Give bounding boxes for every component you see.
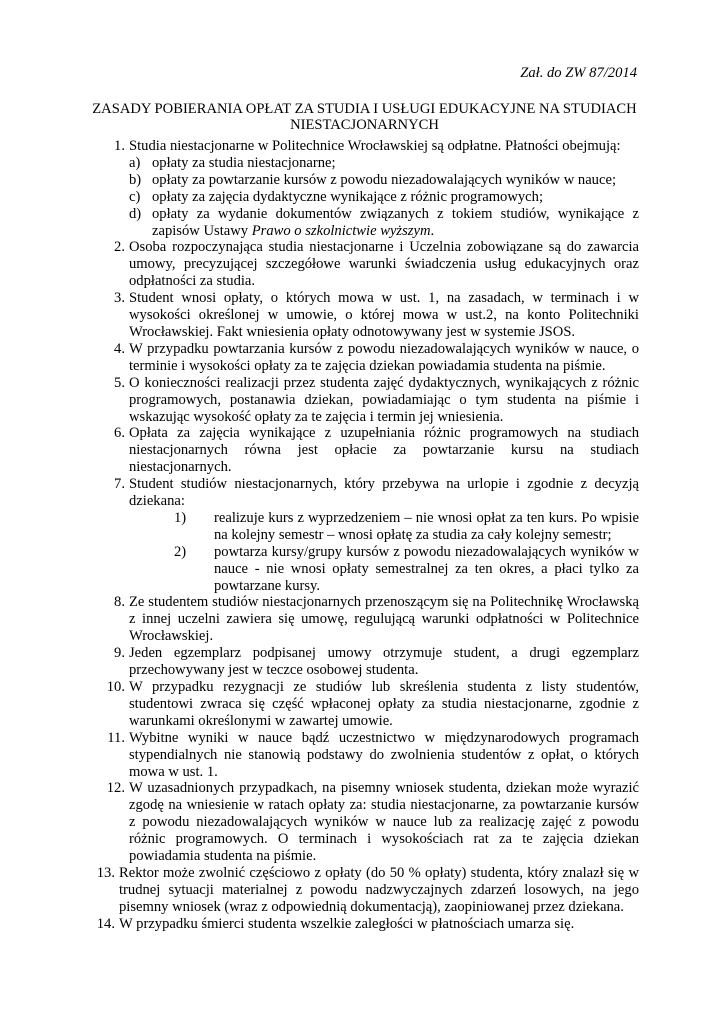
item-text: Rektor może zwolnić częściowo z opłaty (do 50 % opłaty) studenta, który znalazł się w trudnej sytuacji materialnej z powodu nadzwyczajnych zdarzeń losowych, na jego pisemny wniosek (wraz z odpowiednią dokumentacją), zaopiniowanej przez dziekana. (119, 864, 639, 915)
item-text: Opłata za zajęcia wynikające z uzupełniania różnic programowych na studiach niestacjonarnych równa jest opłacie za powtarzanie kursu na studiach niestacjonarnych. (129, 425, 639, 476)
sub-italic-text: Prawo o szkolnictwie wyższym (251, 222, 431, 239)
sub-label: c) (129, 188, 141, 205)
payment-sublist (129, 155, 639, 240)
document-title: ZASADY POBIERANIA OPŁAT ZA STUDIA I USŁUGI EDUKACYJNE NA STUDIACH NIESTACJONARNYCH (92, 101, 637, 133)
item-text: W przypadku śmierci studenta wszelkie zaległości w płatnościach umarza się. (119, 915, 575, 932)
list-item (114, 138, 639, 239)
list-item (114, 290, 639, 341)
item-number: 9. (114, 645, 125, 662)
list-item (114, 594, 639, 645)
sublist-item (129, 206, 639, 240)
sub-label: a) (129, 154, 141, 171)
item-number: 10. (106, 679, 125, 695)
leave-sublist (129, 510, 639, 595)
item-text: Student wnosi opłaty, o których mowa w ust. 1, na zasadach, w terminach i w wysokości określonej w umowie, o której mowa w ust.2, na konto Politechniki Wrocławskiej. Fakt wniesienia opłaty odnotowywany jest w systemie JSOS. (129, 290, 639, 340)
list-item (107, 729, 639, 781)
sublist-item (129, 172, 639, 189)
item-text: O konieczności realizacji przez studenta zajęć dydaktycznych, wynikających z różnic programowych, postanawia dziekan, powiadamiając o tym studenta na piśmie i wskazując wysokość opłaty za te zajęcia i termin jej wniesienia. (129, 374, 639, 425)
item-number: 12. (106, 780, 125, 797)
nested-item (129, 544, 639, 595)
item-text: Osoba rozpoczynająca studia niestacjonarne i Uczelnia zobowiązane są do zawarcia umowy, precyzującej szczegółowe warunki świadczenia usług edukacyjnych oraz odpłatności za studia. (129, 239, 639, 290)
rules-list (96, 138, 639, 933)
nested-text: powtarza kursy/grupy kursów z powodu niezadowalających wyników w nauce - nie wnosi opłaty semestralnej za ten okres, a płaci tylko za powtarzane kursy. (214, 543, 639, 594)
item-text: Wybitne wyniki w nauce bądź uczestnictwo w międzynarodowych programach stypendialnych nie stanowią podstawy do zwolnienia studentów z opłat, o których mowa w ust. 1. (129, 729, 639, 780)
list-item (114, 425, 639, 476)
item-text: Ze studentem studiów niestacjonarnych przenoszącym się na Politechnikę Wrocławską z innej uczelni zawiera się umowę, regulującą warunki odpłatności w Politechnice Wrocławskiej. (129, 594, 639, 645)
sub-text: opłaty za studia niestacjonarne; (152, 154, 336, 171)
list-item (96, 864, 639, 916)
item-number: 2. (114, 239, 125, 256)
item-number: 14. (96, 915, 115, 932)
attachment-reference: Zał. do ZW 87/2014 (520, 65, 637, 81)
sub-label: b) (129, 171, 142, 188)
item-text: Studia niestacjonarne w Politechnice Wrocławskiej są odpłatne. Płatności obejmują: (129, 138, 621, 154)
item-number: 3. (114, 290, 125, 307)
sublist-item (129, 189, 639, 206)
nested-label: 1) (174, 509, 187, 526)
item-number: 8. (114, 594, 125, 611)
nested-label: 2) (174, 543, 187, 560)
sublist-item (129, 155, 639, 172)
item-number: 7. (114, 476, 125, 493)
nested-text: realizuje kurs z wyprzedzeniem – nie wnosi opłat za ten kurs. Po wpisie na kolejny semestr – wnosi opłatę za studia za cały kolejny semestr; (214, 509, 639, 543)
nested-item (129, 510, 639, 544)
item-text: W przypadku powtarzania kursów z powodu niezadowalających wyników w nauce, o terminie i wysokości opłaty za te zajęcia dziekan powiadamia studenta na piśmie. (129, 340, 639, 374)
item-number: 5. (114, 374, 125, 391)
item-text: W uzasadnionych przypadkach, na pisemny wniosek studenta, dziekan może wyrazić zgodę na wniesienie w ratach opłaty za: studia niestacjonarne, za powtarzanie kursów z powodu niezadowalających wyników w nauce lub za realizację zajęć z powodu różnic programowych. O terminach i wysokościach rat za te zajęcia dziekan powiadamia studenta na piśmie. (129, 780, 639, 865)
item-number: 1. (114, 138, 125, 154)
item-text: W przypadku rezygnacji ze studiów lub skreślenia studenta z listy studentów, studentowi zwraca się część wpłaconej opłaty za studia niestacjonarne, zgodnie z warunkami określonymi w zawartej umowie. (129, 679, 639, 729)
list-item (96, 915, 639, 933)
item-number: 13. (96, 864, 115, 881)
sub-text: opłaty za wydanie dokumentów związanych z tokiem studiów, wynikające z zapisów Ustawy (152, 205, 639, 239)
sub-text: opłaty za zajęcia dydaktyczne wynikające z różnic programowych; (152, 188, 544, 205)
item-number: 6. (114, 425, 125, 442)
sub-tail: . (430, 222, 435, 239)
list-item (114, 476, 639, 594)
list-item (114, 239, 639, 290)
list-item (114, 645, 639, 679)
list-item (114, 374, 639, 426)
list-item (106, 679, 639, 730)
item-text: Jeden egzemplarz podpisanej umowy otrzymuje student, a drugi egzemplarz przechowywany jest w teczce osobowej studenta. (129, 645, 639, 679)
sub-label: d) (129, 205, 142, 222)
list-item (114, 340, 639, 375)
item-number: 11. (107, 729, 125, 746)
list-item (106, 780, 639, 865)
sub-text: opłaty za powtarzanie kursów z powodu niezadowalających wyników w nauce; (152, 171, 616, 188)
item-text: Student studiów niestacjonarnych, który przebywa na urlopie i zgodnie z decyzją dziekana: (129, 476, 639, 510)
item-number: 4. (114, 340, 125, 357)
